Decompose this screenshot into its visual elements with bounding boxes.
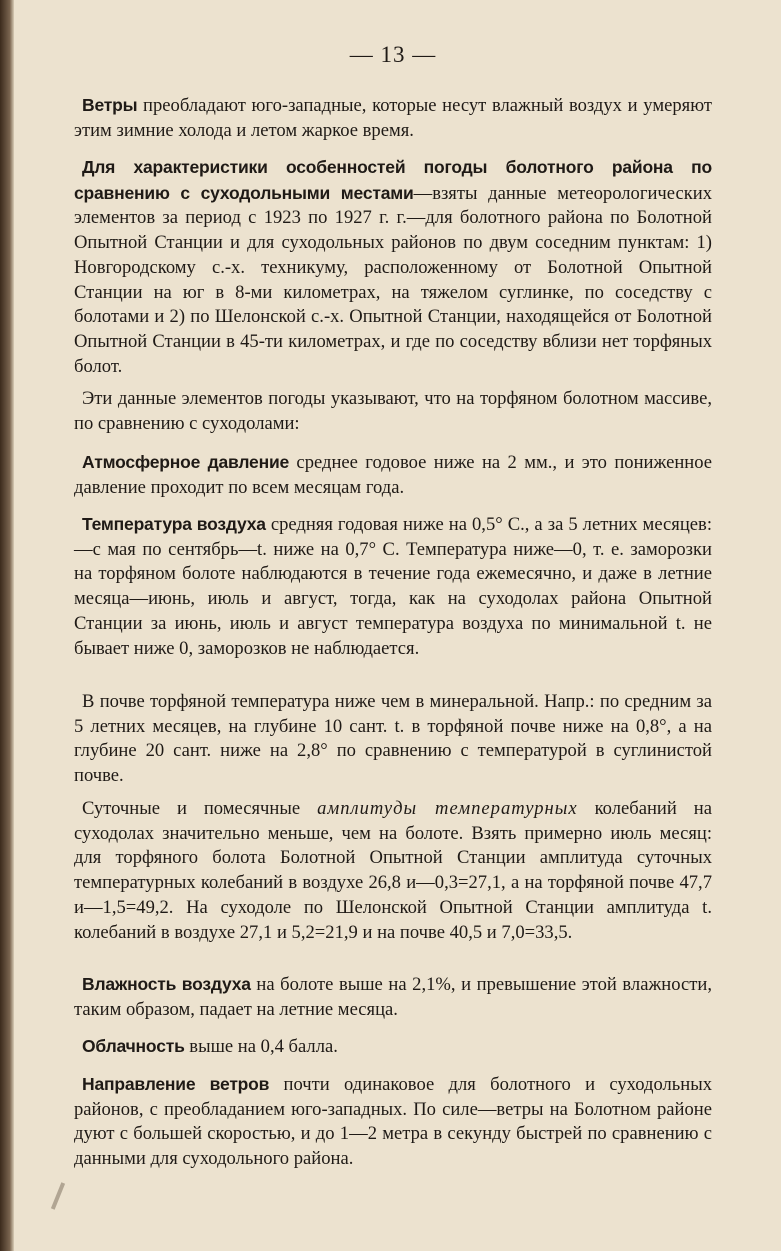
paragraph-heading: Ветры <box>82 95 138 115</box>
paragraph-amplitudes <box>74 797 712 945</box>
paragraph-heading: Для характеристики особенностей погоды болотного района по сравнению с суходольными местами <box>74 157 712 203</box>
paragraph-heading: Направление ветров <box>82 1074 270 1094</box>
paragraph-soil-temperature <box>74 690 712 789</box>
paragraph-text: В почве торфяной температура ниже чем в минеральной. Напр.: по средним за 5 летних месяцев, на глубине 10 сант. t. в торфяной почве ниже на 0,8°, а на глубине 20 сант. ниже на 2,8° по сравнению с температурой в суглинистой почве. <box>74 691 712 787</box>
paragraph-air-temperature <box>74 512 712 661</box>
paragraph-heading: Атмосферное давление <box>82 452 290 472</box>
paragraph-italic-term: амплитуды температурных <box>317 798 578 819</box>
paragraph-winds <box>74 93 712 143</box>
paragraph-text: Эти данные элементов погоды указывают, что на торфяном болотном массиве, по сравнению с суходолами: <box>74 388 712 434</box>
paragraph-text: —взяты данные метеорологических элементов за период с 1923 по 1927 г. г.—для болотного района по Болотной Опытной Станции и для суходольных районов по двум соседним пунктам: 1) Новгородскому с.-х. техникуму, расположенному от Болотной Опытной Станции на юг в 8-ми километрах, на тяжелом суглинке, по соседству с болотами и 2) по Шелонской с.-х. Опытной Станции, находящейся от Болотной Опытной Станции в 45-ти километрах, и где по соседству вблизи нет торфяных болот. <box>74 182 712 377</box>
paragraph-text: на болоте выше на 2,1%, и превышение этой влажности, таким образом, падает на летние месяца. <box>74 974 712 1020</box>
paragraph-heading: Облачность <box>82 1036 185 1056</box>
paragraph-characteristics <box>74 155 712 379</box>
paragraph-pressure <box>74 450 712 500</box>
paragraph-text: средняя годовая ниже на 0,5° С., а за 5 летних месяцев:—с мая по сентябрь—t. ниже на 0,7° С. Температура ниже—0, т. е. заморозки на торфяном болоте наблюдаются в течение года ежемесячно, и даже в летние месяца—июнь, июль и август, тогда, как на суходолах района Опытной Станции за июнь, июль и август температура воздуха по минимальной t. не бывает ниже 0, заморозков не наблюдается. <box>74 514 712 659</box>
page-number: — 13 — <box>349 42 437 67</box>
paragraph-text: среднее годовое ниже на 2 мм., и это пониженное давление проходит по всем месяцам года. <box>74 452 713 498</box>
paragraph-text: преобладают юго-западные, которые несут влажный воздух и умеряют этим зимние холода и летом жаркое время. <box>74 95 712 141</box>
paragraph-text: Суточные и помесячные <box>82 798 318 819</box>
ink-mark <box>51 1182 65 1209</box>
paragraph-heading: Температура воздуха <box>82 514 266 534</box>
paragraph-heading: Влажность воздуха <box>82 974 251 994</box>
book-binding-edge <box>0 0 14 1251</box>
paragraph-wind-direction <box>74 1072 712 1172</box>
paragraph-text: колебаний на суходолах значительно меньше, чем на болоте. Взять примерно июль месяц: для торфяного болота Болотной Опытной Станции амплитуда суточных температурных колебаний в воздухе 26,8 и—0,3=27,1, а на торфяной почве 47,7 и—1,5=49,2. На суходоле по Шелонской Опытной Станции амплитуда t. колебаний в воздухе 27,1 и 5,2=21,9 и на почве 40,5 и 7,0=33,5. <box>74 798 712 943</box>
paragraph-text: почти одинаковое для болотного и суходольных районов, с преобладанием юго-западных. По силе—ветры на Болотном районе дуют с большей скоростью, и до 1—2 метра в секунду быстрей по сравнению с данными для суходольного района. <box>74 1074 713 1170</box>
paragraph-humidity <box>74 972 712 1022</box>
document-page <box>74 0 712 1251</box>
paragraph-cloudiness <box>74 1034 712 1060</box>
paragraph-text: выше на 0,4 балла. <box>184 1036 338 1057</box>
paragraph-weather-elements <box>74 387 712 436</box>
